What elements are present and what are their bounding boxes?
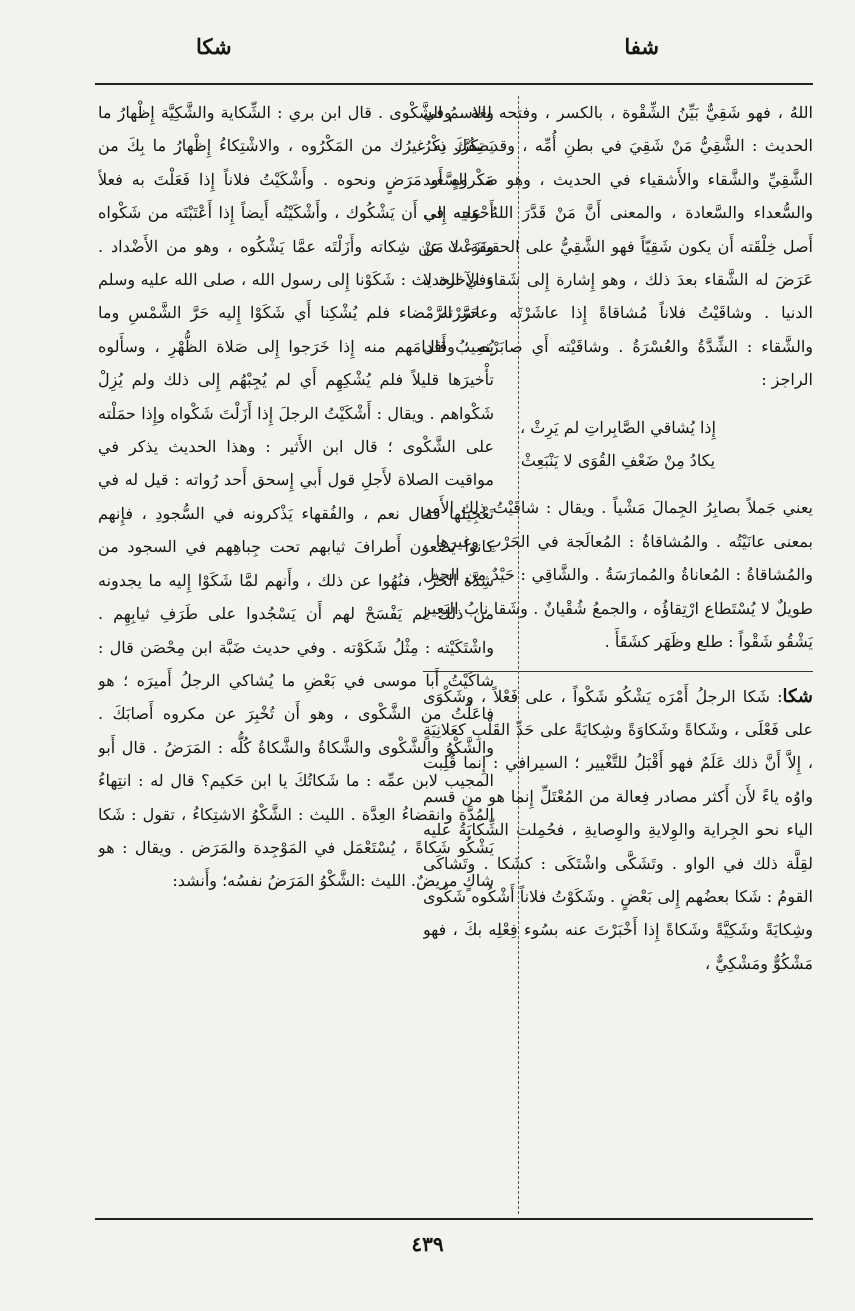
running-headword-right: شفا — [624, 34, 659, 59]
shka-continuation-paragraph: والاسمُ الشَّكْوى . قال ابن بري : الشِّكاية والشَّكِيَّة إِظْهارُ ما يَصِفُكَ به غيرُك من المَكْرُوه ، والاشْتِكاءُ إِظْهارُ ما بِكَ من مَكْروهٍ أَو مَرَضٍ ونحوه . وأَشْكَيْتُ فلاناً إِذا فَعَلْتَ به فعلاً أَحْوَجه إِلى أَن يَشْكُوك ، وأَشْكَيْتُه أَيضاً إِذا أَعْتَبْتَه من شَكْواه ونَزَعْتَ عن شِكاته وأَزَلْتَه عمَّا يَشْكُوه ، وهو من الأَضْداد . وفي الحديث : شَكَوْنا إِلى رسول الله ، صلى الله عليه وسلم ، حَرَّ الرَّمْضاء فلم يُشْكِنا أَي شَكَوْا إِليه حَرَّ الشَّمْسِ وما يُصِيبُ أَقدامَهم منه إِذا خَرَجوا إِلى صَلاة الظُّهْرِ ، وسأَلوه تأْخيرَها قليلاً فلم يُشْكِهِم أَي لم يُجِبْهُم إِلى ذلك ولم يُزِلْ شَكْواهم . ويقال : أَشْكَيْتُ الرجلَ إِذا أَزَلْتَ شَكْواه وإِذا حمَلْته على الشَّكْوى ؛ قال ابن الأَثير : وهذا الحديث يذكر في مواقيت الصلاة لأَجلِ قول أَبي إِسحق أَحد رُواته : قيل له في تَعْجِيلها فقال نعم ، والفُقهاء يَذْكرونه في السُّجودِ ، فإِنهم كانوا يَضَعون أَطرافَ ثيابهم تحت جِباهِهم في السجود من شِدَّة الحَرِّ ، فنُهُوا عن ذلك ، وأَنهم لمَّا شَكَوْا إِليه ما يجدونه من ذلك لم يَفْسَحْ لهم أَن يَسْجُدوا على طَرَفِ ثيابِهِم . واشْتَكَيْته : مِثْلُ شَكَوْته . وفي حديث ضَبَّة ابن مِحْصَن قال : شاكَيْتُ أَبا موسى في بَعْضِ ما يُشاكي الرجلُ أَميرَه ؛ هو فاعَلْتُ من الشَّكْوى ، وهو أَن تُخْبِرَ عن مكروه أَصابَكَ . والشَّكْوُ والشَّكْوى والشَّكاةُ والشَّكاةُ كُلُّه : المَرَضُ . قال أَبو المجيب لابن عمِّه : ما شَكاتُكَ يا ابن حَكيم؟ قال له : انتِهاءُ المُدَّة وانقضاءُ العِدَّة . الليث : الشَّكْوُ الاشتِكاءُ ، تقول : شَكا يَشْكُو شَكاةً ، يُسْتَعْمَل في المَوْجِدة والمَرَض . ويقال : هو شاكٍ مريضٌ. الليث :الشَّكْوُ المَرَضُ نفسُه؛ وأَنشد: — [98, 103, 494, 891]
shka-entry-text: : شَكا الرجلُ أَمْرَه يَشْكُو شَكْواً ، على فَعْلاً ، وشَكْوَى على فَعْلَى ، وشَكاةً وشَكاوَةً وشِكايَةً على حَدِّ القَلْبِ كعَلانِيَةٍ ، إِلاَّ أَنَّ ذلك عَلَمٌ فهو أَقْبَلُ للتَّغْيير ؛ السيرافي : إِنما قُلِبت واوُه ياءً لأَن أَكثر مصادر فِعالة من المُعْتَلِّ إِنما هو من قسم الياء نحو الجِراية والوِلايةِ والوِصايةِ ، فحُمِلت الشِّكايَةُ عليه لقِلَّة ذلك في الواو . وتَشَكَّى واشْتَكَى : كشَكا . وتَشاكَى القومُ : شَكا بعضُهم إِلى بَعْضٍ . وشَكَوْتُ فلاناً أَشْكُوه شَكْوى وشِكايَةً وشَكِيَّةً وشَكاةً إِذا أَخْبَرْتَ عنه بسُوء فِعْلِه بكَ ، فهو مَشْكُوٌّ ومَشْكِيٌّ ، — [423, 686, 813, 973]
left-text-column — [98, 96, 494, 1214]
entry-headword: شكا — [782, 685, 813, 707]
verse-line-2: يكادُ مِنْ ضَعْفِ القُوَى لا يَنْبَعِثْ — [520, 451, 716, 471]
running-headword-left: شكا — [196, 34, 232, 59]
header-rule — [95, 83, 813, 85]
shfa-entry-paragraph: اللهُ ، فهو شَقِيٌّ بَيِّنُ الشِّقْوة ، بالكسر ، وفتحه لغة . وفي الحديث : الشَّقِيُّ مَنْ شَقِيَ في بطنِ أُمِّه ، وقد تكرَّر ذِكْرُ الشَّقِيِّ والشَّقاء والأَشقياء في الحديث ، وهو ضد السَّعيد والسُّعداء والسَّعادة ، والمعنى أَنَّ مَنْ قَدَّرَ اللهُ عليه في أَصل خِلْقَته أَن يكون شَقِيّاً فهو الشَّقِيُّ على الحقيقة، لا مَنْ عَرَضَ له الشَّقاء بعدَ ذلك ، وهو إِشارة إِلى شَقاء الآخرة لا الدنيا . وشاقَيْتُ فلاناً مُشاقاةً إِذا عاشَرْتَه وعاسَرْته . والشَّقاء : الشِّدَّةُ والعُسْرَةُ . وشاقَيْته أَي صابَرْته ؛ وقال الراجز : — [423, 103, 813, 390]
column-divider — [518, 96, 519, 1214]
page-number: ٤٣٩ — [411, 1232, 444, 1256]
footer-rule — [95, 1218, 813, 1220]
shfa-entry-paragraph-2: يعني جَملاً بصابِرُ الجِمالَ مَشْياً . ويقال : شاقَيْتُ ذلك الأَمر بمعنى عانَيْتُه . والمُشاقاةُ : المُعالَجة في الحَرْبِ وغيرها . والمُشاقاةُ : المُعاناةُ والمُمارَسَةُ . والشَّاقِي : حَيْدٌ من الجبل طويلٌ لا يُسْتَطاع ارْتِقاؤُه ، والجمعُ شُقْيانٌ . وشَقا نابُ البَعِيرِ يَشْقُو شَقْواً : طلع وظَهَر كشَقَأَ . — [423, 498, 813, 652]
verse-line-1: إِذا يُشاقي الصَّابِراتِ لم يَرِثْ ، — [520, 417, 716, 437]
